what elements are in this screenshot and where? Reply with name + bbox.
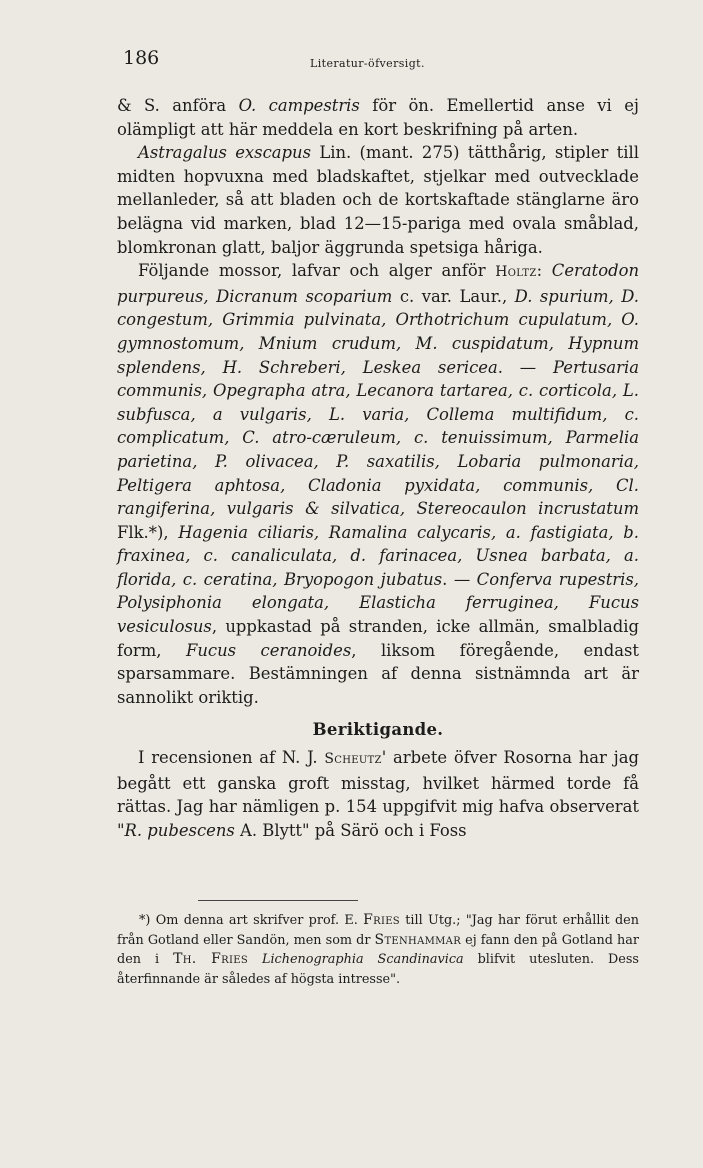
section-heading: Beriktigande. <box>312 720 444 740</box>
book-title: Lichenographia Scandinavica <box>261 952 464 967</box>
footnote <box>117 911 639 989</box>
text-run: A. Blytt" på Särö och i Foss <box>234 820 467 840</box>
text-run: & S. anföra <box>117 96 239 115</box>
footnote-text <box>117 911 639 989</box>
text-run: Flk.*), <box>117 522 179 542</box>
paragraph-3 <box>117 259 639 709</box>
text-run: I recensionen af N. J. <box>138 748 325 768</box>
author-name: Holtz <box>495 264 537 281</box>
author-name: Fries <box>363 912 400 928</box>
text-run: *) Om denna art skrifver prof. E. <box>139 913 364 928</box>
species-name: Astragalus exscapus <box>138 143 311 163</box>
text-run: Följande mossor, lafvar och alger anför <box>138 261 496 281</box>
text-run: : <box>536 261 552 281</box>
paragraph-2 <box>117 141 639 259</box>
species-name: O. campestris <box>238 96 360 115</box>
text-run: för ön. Emellertid anse vi ej olämpligt att här meddela en kort beskrifning på arten. <box>117 96 639 139</box>
paragraph-1 <box>117 94 639 141</box>
text-run: , liksom föregående, endast sparsammare. Bestämningen af denna sistnämnda art är sannolikt oriktig. <box>117 640 640 707</box>
species-list: Hagenia ciliaris, Ramalina calycaris, a. fastigiata, b. fraxinea, c. canaliculata, d. farinacea, Usnea barbata, a. florida, c. ceratina, Bryopogon jubatus <box>117 522 639 589</box>
species-list: Ceratodon purpureus, Dicranum scoparium <box>117 261 640 306</box>
text-run: . — <box>442 569 477 589</box>
text-run: ej fann den på Gotland har den i <box>117 932 639 967</box>
text-run: Lin. (mant. 275) tätthårig, stipler till midten hopvuxna med bladskaftet, stjelkar med outvecklade mellanleder, så att bladen och de kortskaftade stänglarne äro belägna vid marken, blad 12—15-pariga med ovala småblad, blomkronan glatt, baljor äggrunda spetsiga håriga. <box>117 143 639 257</box>
page-number: 186 <box>123 47 160 69</box>
footnote-rule <box>198 900 358 901</box>
author-name: Stenhammar <box>374 931 462 948</box>
text-run: , uppkastad på stranden, icke allmän, smalbladig form, <box>117 617 639 660</box>
text-run <box>248 952 262 967</box>
species-list: Conferva rupestris, Polysiphonia elongata, Elasticha ferruginea, Fucus vesiculosus <box>117 569 640 637</box>
species-name: R. pubescens <box>124 820 235 840</box>
page-header <box>123 47 643 77</box>
species-list: Pertusaria communis, Opegrapha atra, Lecanora tartarea, c. corticola, L. subfusca, a vulgaris, L. varia, Collema multifidum, c. complicatum, C. atro-cæruleum, c. tenuissimum, Parmelia parietina, P. olivacea, P. saxatilis, Lobaria pulmonaria, Peltigera aphtosa, Cladonia pyxidata, communis, Cl. rangiferina, vulgaris & silvatica, Stereocaulon incrustatum <box>117 357 639 519</box>
running-head: Literatur-öfversigt. <box>310 57 425 70</box>
species-list: D. spurium, D. congestum, Grimmia pulvinata, Orthotrichum cupulatum, O. gymnostomum, Mnium crudum, M. cuspidatum, Hypnum splendens, H. Schreberi, Leskea sericea <box>117 286 639 377</box>
main-text <box>117 94 639 842</box>
text-run: c. var. Laur., <box>392 286 515 306</box>
species-name: Fucus ceranoides <box>185 640 352 660</box>
author-name: Th. Fries <box>173 951 248 967</box>
text-run: . — <box>497 357 553 377</box>
paragraph-4 <box>117 746 639 842</box>
text-run: ' arbete öfver Rosorna har jag begått ett ganska groft misstag, hvilket härmed torde få rättas. Jag har nämligen p. 154 uppgifvit mig hafva observerat " <box>117 748 639 840</box>
text-run: till Utg.; "Jag har förut erhållit den från Gotland eller Sandön, men som dr <box>117 913 639 948</box>
author-name: Scheutz <box>324 751 382 768</box>
text-run: blifvit utesluten. Dess återfinnande är således af högsta intresse". <box>117 952 639 987</box>
